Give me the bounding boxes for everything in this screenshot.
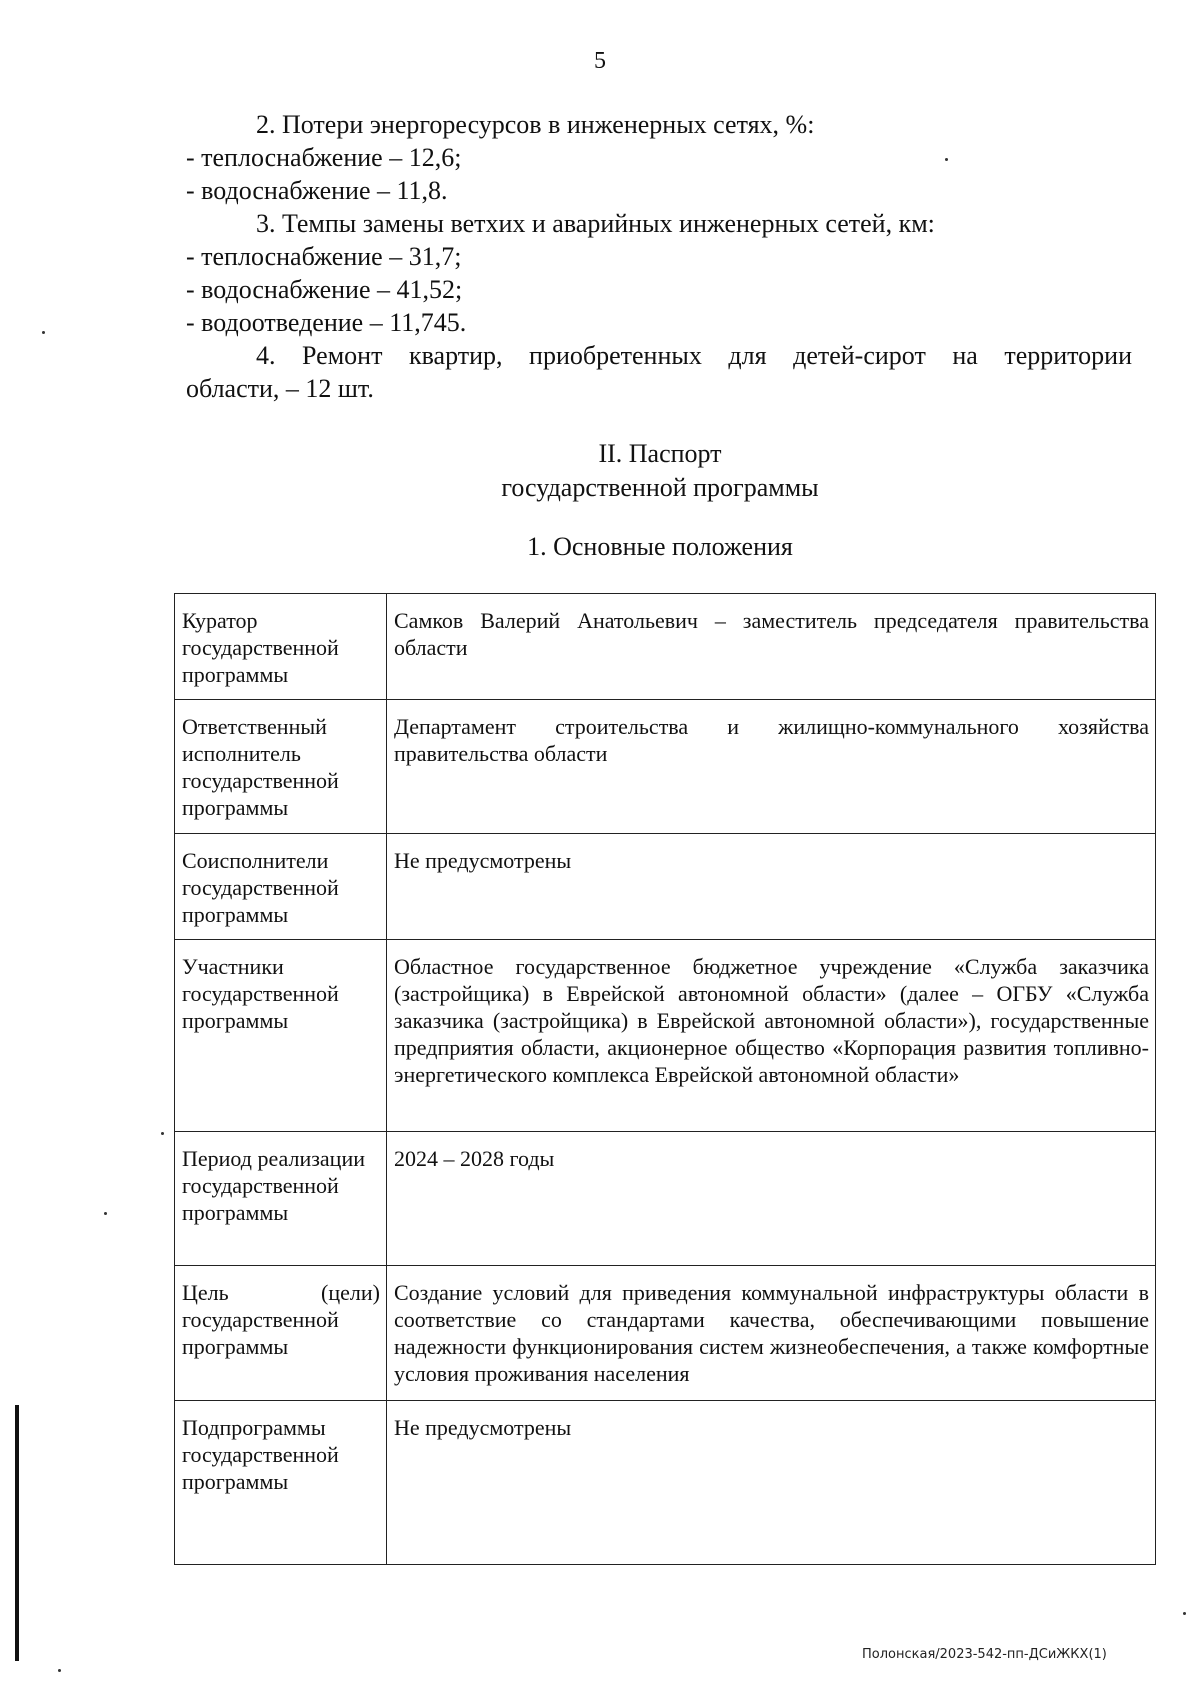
item-3-title: 3. Темпы замены ветхих и аварийных инженерных сетей, км: <box>256 209 935 238</box>
section-title: II. Паспорт <box>598 439 722 468</box>
item-4-line-1: 4. Ремонт квартир, приобретенных для детей-сирот на территории <box>256 341 1132 370</box>
table-row <box>175 700 1156 834</box>
table-row <box>175 1401 1156 1565</box>
item-2-title: 2. Потери энергоресурсов в инженерных сетях, %: <box>256 110 815 139</box>
item-3-line-2: - водоснабжение – 41,52; <box>186 275 463 304</box>
row-label: Соисполнители государственной программы <box>175 834 387 940</box>
item-2-line-2: - водоснабжение – 11,8. <box>186 176 448 205</box>
table-row <box>175 594 1156 700</box>
row-value: Самков Валерий Анатольевич – заместитель председателя правительства области <box>387 594 1156 700</box>
row-label <box>175 1266 387 1401</box>
table-row <box>175 834 1156 940</box>
row-label: Период реализации государственной программы <box>175 1132 387 1266</box>
item-3-line-3: - водоотведение – 11,745. <box>186 308 467 337</box>
item-3-line-1: - теплоснабжение – 31,7; <box>186 242 462 271</box>
scan-speck <box>42 331 45 334</box>
row-label-rest: государственной программы <box>182 1307 339 1359</box>
document-footer: Полонская/2023-542-пп-ДСиЖКХ(1) <box>862 1647 1107 1662</box>
row-label: Участники государственной программы <box>175 940 387 1132</box>
row-label: Подпрограммы государственной программы <box>175 1401 387 1565</box>
row-value: Создание условий для приведения коммунальной инфраструктуры области в соответствие со стандартами качества, обеспечивающими повышение надежности функционирования систем жизнеобеспечения, а также комфортные условия проживания населения <box>387 1266 1156 1401</box>
row-label: Куратор государственной программы <box>175 594 387 700</box>
row-label: Ответственный исполнитель государственной программы <box>175 700 387 834</box>
scan-speck <box>104 1212 107 1215</box>
table-row <box>175 940 1156 1132</box>
passport-table <box>174 593 1156 1565</box>
table-row <box>175 1266 1156 1401</box>
scan-edge-mark <box>15 1405 19 1661</box>
table-row <box>175 1132 1156 1266</box>
row-value: Департамент строительства и жилищно-коммунального хозяйства правительства области <box>387 700 1156 834</box>
item-4-line-2: области, – 12 шт. <box>186 374 374 403</box>
scan-speck <box>161 1132 164 1135</box>
row-value: 2024 – 2028 годы <box>387 1132 1156 1266</box>
scan-speck <box>58 1669 61 1672</box>
row-value: Не предусмотрены <box>387 834 1156 940</box>
section-subtitle: 1. Основные положения <box>527 532 793 561</box>
scan-speck <box>1183 1612 1186 1615</box>
intro-text <box>186 108 1132 405</box>
item-2-line-1: - теплоснабжение – 12,6; <box>186 143 462 172</box>
section-title-line-2: государственной программы <box>501 473 819 502</box>
row-label-line-1: Цель (цели) <box>182 1280 380 1305</box>
scan-speck <box>945 158 948 161</box>
row-value: Не предусмотрены <box>387 1401 1156 1565</box>
page-number: 5 <box>594 48 606 74</box>
row-value: Областное государственное бюджетное учреждение «Служба заказчика (застройщика) в Еврейской автономной области» (далее – ОГБУ «Служба заказчика (застройщика) в Еврейской автономной области»), государственные предприятия области, акционерное общество «Корпорация развития топливно-энергетического комплекса Еврейской автономной области» <box>387 940 1156 1132</box>
